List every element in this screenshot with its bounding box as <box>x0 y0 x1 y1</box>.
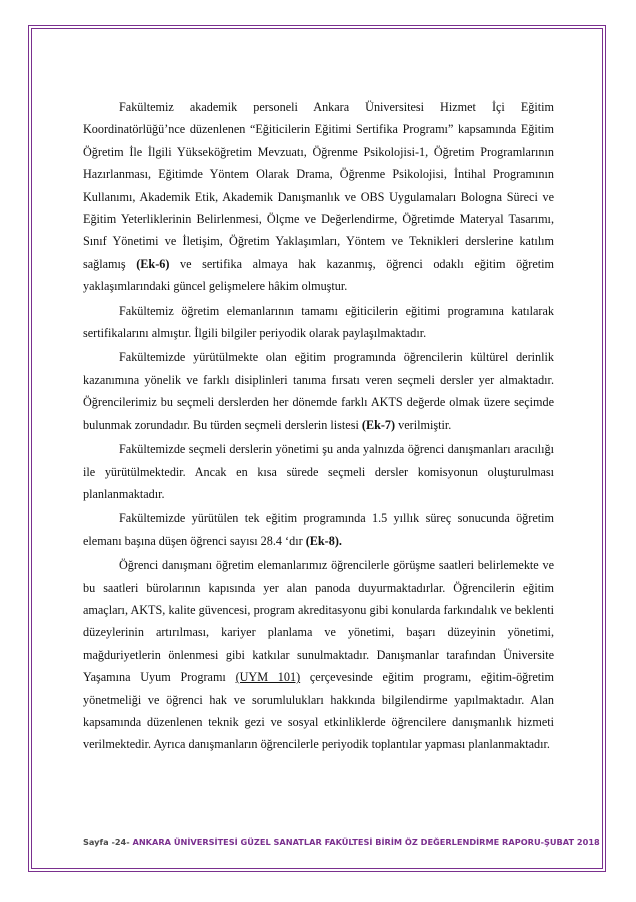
reference-ek-8: (Ek-8). <box>305 533 342 548</box>
paragraph-text: Öğrenci danışmanı öğretim elemanlarımız öğrencilerle görüşme saatleri belirlemekte ve bu saatleri bürolarının kapısında yer alan panoda duyurmaktadırlar. Öğrencilerin eğitim amaçları, AKTS, kalite güvencesi, program akreditasyonu gibi konularda farkındalık ve beklenti düzeylerinin artırılması, kariyer planlama ve yönetimi, başarı düzeyinin yönetimi, mağduriyetlerin önlenmesi gibi katkılar sunulmaktadır. Danışmanlar tarafından Üniversite Yaşamına Uyum Programı <box>83 558 554 685</box>
paragraph-text: ve sertifika almaya hak kazanmış, öğrenci odaklı eğitim öğretim yaklaşımlarındaki güncel gelişmelere hâkim olmuştur. <box>83 256 554 294</box>
paragraph-4 <box>83 438 554 505</box>
document-body <box>83 96 554 758</box>
paragraph-2 <box>83 300 554 345</box>
paragraph-text: verilmiştir. <box>395 417 452 432</box>
reference-ek-6: (Ek-6) <box>136 256 170 271</box>
paragraph-6 <box>83 554 554 756</box>
paragraph-5 <box>83 507 554 552</box>
paragraph-1 <box>83 96 554 298</box>
paragraph-text: Fakültemizde seçmeli derslerin yönetimi şu anda yalnızda öğrenci danışmanları aracılığı ile yürütülmektedir. Ancak en kısa sürede seçmeli dersler komisyonun oluşturulması planlanmaktadır. <box>83 442 554 501</box>
page-footer <box>83 837 600 847</box>
page-number: Sayfa -24- <box>83 837 130 847</box>
paragraph-text: Fakültemiz öğretim elemanlarının tamamı eğiticilerin eğitimi programına katılarak sertifikalarını almıştır. İlgili bilgiler periyodik olarak paylaşılmaktadır. <box>83 303 554 341</box>
reference-ek-7: (Ek-7) <box>361 417 396 432</box>
course-code-uym101: (UYM 101) <box>235 670 301 685</box>
paragraph-text: Fakültemizde yürütülmekte olan eğitim programında öğrencilerin kültürel derinlik kazanımına yönelik ve farklı disiplinleri tanıma fırsatı veren seçmeli dersler yer almaktadır. Öğrencilerimiz bu seçmeli derslerden her dönemde farklı AKTS değerde olmak üzere seçimde bulunmak zorundadır. Bu türden seçmeli derslerin listesi <box>83 350 554 432</box>
report-title: ANKARA ÜNİVERSİTESİ GÜZEL SANATLAR FAKÜLTESİ BİRİM ÖZ DEĞERLENDİRME RAPORU-ŞUBAT 2018 <box>129 837 600 847</box>
paragraph-3 <box>83 346 554 436</box>
paragraph-text: Fakültemizde yürütülen tek eğitim programında 1.5 yıllık süreç sonucunda öğretim elemanı başına düşen öğrenci sayısı 28.4 ‘dır <box>83 511 554 548</box>
paragraph-text: Fakültemiz akademik personeli Ankara Üniversitesi Hizmet İçi Eğitim Koordinatörlüğü’nce düzenlenen “Eğiticilerin Eğitimi Sertifika Programı” kapsamında Eğitim Öğretim İle İlgili Yükseköğretim Mevzuatı, Öğrenme Psikolojisi-1, Öğretim Programlarının Hazırlanması, Eğitimde Yöntem Olarak Drama, Öğrenme Psikolojisi, İntihal Programının Kullanımı, Akademik Etik, Akademik Danışmanlık ve OBS Uygulamaları Bologna Süreci ve Eğitim Yeterliklerinin Belirlenmesi, Ölçme ve Değerlendirme, Öğretimde Materyal Tasarımı, Sınıf Yönetimi ve İletişim, Öğretim Yaklaşımları, Yöntem ve Teknikleri derslerine katılım sağlamış <box>83 100 554 271</box>
paragraph-text: çerçevesinde eğitim programı, eğitim-öğretim yönetmeliği ve öğrenci hak ve sorumlulukları hakkında bilgilendirme yapılmaktadır. Alan kapsamında düzenlenen teknik gezi ve sosyal etkinliklerde öğrencilere danışmanlık hizmeti verilmektedir. Ayrıca danışmanların öğrencilerle periyodik toplantılar yapması planlanmaktadır. <box>83 670 554 752</box>
